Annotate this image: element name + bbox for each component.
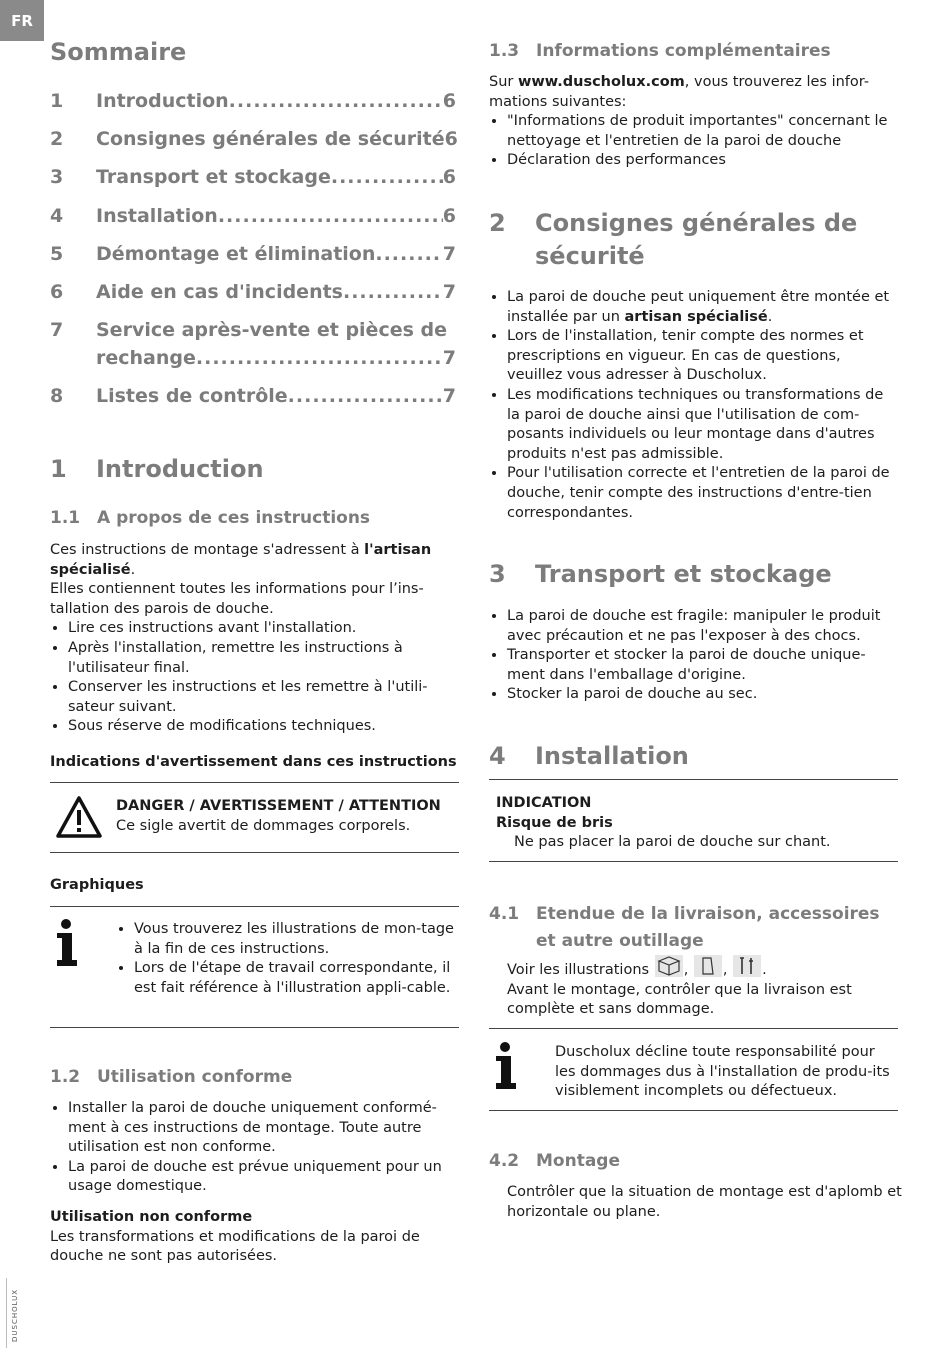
list-item: • "Informations de produit importantes" concernant le nettoyage et l'entretien de la paroi de douche — [507, 112, 894, 151]
list-item: • Lors de l'étape de travail correspondante, il est fait référence à l'illustration appli-cable. — [134, 959, 460, 998]
notice-text: Ne pas placer la paroi de douche sur chant. — [514, 834, 831, 851]
language-tab: FR — [0, 0, 44, 41]
divider — [50, 906, 459, 907]
divider — [50, 1027, 459, 1028]
illustrations-paragraph: Voir les illustrations , , . — [507, 955, 899, 981]
delivery-check-paragraph: Avant le montage, contrôler que la livraison est complète et sans dommage. — [507, 981, 852, 1018]
toc-entry[interactable] — [50, 385, 456, 413]
toc-entry[interactable] — [50, 281, 456, 309]
list-item: • La paroi de douche est prévue uniquement pour un usage domestique. — [68, 1158, 458, 1197]
transport-list — [489, 607, 901, 705]
divider — [50, 782, 459, 783]
liability-note: Duscholux décline toute responsabilité pour les dommages dus à l'installation de produ-its visiblement incomplets ou défectueux. — [555, 1044, 890, 1100]
list-item: • Transporter et stocker la paroi de douche unique-ment dans l'emballage d'origine. — [507, 646, 901, 685]
brand-text: DUSCHOLUX — [11, 1288, 19, 1342]
toc-label: Introduction — [96, 90, 229, 112]
warnings-subheading: Indications d'avertissement dans ces instructions — [50, 754, 457, 770]
website-link[interactable]: www.duscholux.com — [517, 74, 685, 90]
intended-use-list — [50, 1099, 458, 1197]
section-3-body — [489, 607, 901, 705]
section-2-body — [489, 288, 899, 523]
audience-paragraph: Ces instructions de montage s'adressent à l'artisan spécialisé. — [50, 542, 432, 578]
toc-entry[interactable] — [50, 243, 456, 271]
list-item: • Sous réserve de modifications techniques. — [68, 717, 455, 737]
website-paragraph: Sur www.duscholux.com, vous trouverez les infor-mations suivantes: — [489, 74, 870, 110]
toc-page: 7 — [442, 281, 456, 303]
list-item: • Après l'installation, remettre les instructions à l'utilisateur final. — [68, 639, 455, 678]
list-item: • Installer la paroi de douche uniquement conformé-ment à ces instructions de montage. Toute autre utilisation est non conforme. — [68, 1099, 458, 1158]
graphics-subheading: Graphiques — [50, 877, 144, 893]
info-icon — [493, 1042, 517, 1090]
toc-entry[interactable] — [50, 205, 456, 233]
list-item: • Conserver les instructions et les remettre à l'utili-sateur suivant. — [68, 678, 455, 717]
info-list — [489, 112, 894, 171]
toc-label: Listes de contrôle — [96, 385, 288, 407]
non-conform-text: Les transformations et modifications de la paroi de douche ne sont pas autorisées. — [50, 1228, 420, 1265]
warning-title: DANGER / AVERTISSEMENT / ATTENTION — [116, 798, 441, 814]
divider — [489, 861, 898, 862]
list-item: • Déclaration des performances — [507, 151, 894, 171]
bag-illustration-icon[interactable] — [694, 955, 722, 977]
warning-text: Ce sigle avertit de dommages corporels. — [116, 817, 411, 834]
non-conform-title: Utilisation non conforme — [50, 1208, 253, 1225]
toc-entry[interactable] — [50, 166, 456, 194]
list-item: • Pour l'utilisation correcte et l'entretien de la paroi de douche, tenir compte des instructions d'entre-tien correspondantes. — [507, 464, 899, 523]
toc-label: Transport et stockage — [96, 166, 331, 188]
toc-label: rechange — [96, 347, 196, 369]
list-item: • La paroi de douche peut uniquement être montée et installée par un artisan spécialisé. — [507, 288, 899, 327]
list-item: • Les modifications techniques ou transformations de la paroi de douche ainsi que l'utilisation de com-posants individuels ou leur montage dans d'autres produits n'est pas admissible. — [507, 386, 899, 464]
toc-entry[interactable] — [50, 319, 456, 381]
section-4-2-body: Contrôler que la situation de montage est d'aplomb et horizontale ou plane. — [507, 1184, 902, 1220]
notice-box — [496, 794, 896, 853]
section-4-1-body — [507, 955, 899, 1020]
info-icon — [54, 919, 78, 967]
list-item: • Stocker la paroi de douche au sec. — [507, 685, 901, 705]
divider — [489, 1028, 898, 1029]
list-item: • Vous trouverez les illustrations de mon-tage à la fin de ces instructions. — [134, 920, 460, 959]
safety-list — [489, 288, 899, 523]
divider — [50, 852, 459, 853]
notice-title: Risque de bris — [496, 814, 613, 831]
toc-page: 6 — [442, 166, 456, 188]
toc-entry[interactable] — [50, 128, 456, 156]
toc-number: 7 — [50, 319, 64, 341]
toc-label: Installation — [96, 205, 218, 227]
toc-page: 7 — [442, 347, 456, 369]
section-1-1-body — [50, 541, 455, 737]
list-item: • La paroi de douche est fragile: manipuler le produit avec précaution et ne pas l'exposer à des chocs. — [507, 607, 901, 646]
graphics-box — [116, 920, 460, 998]
toc-page: 7 — [442, 385, 456, 407]
notice-label: INDICATION — [496, 795, 592, 811]
toc-number: 4 — [50, 205, 64, 227]
tools-illustration-icon[interactable] — [733, 955, 761, 977]
divider — [489, 1110, 898, 1111]
brand-logo — [6, 1278, 25, 1348]
toc-label: Aide en cas d'incidents — [96, 281, 343, 303]
list-item: • Lire ces instructions avant l'installation. — [68, 619, 455, 639]
toc-label: Service après-vente et pièces de — [96, 319, 447, 341]
toc-number: 3 — [50, 166, 64, 188]
toc-page: 7 — [442, 243, 456, 265]
toc-number: 6 — [50, 281, 64, 303]
warning-triangle-icon — [55, 795, 103, 839]
instructions-list — [50, 619, 455, 737]
toc-label: Consignes générales de sécurité — [96, 128, 445, 150]
toc-page: 6 — [444, 128, 458, 150]
graphics-list — [116, 920, 460, 998]
toc-number: 2 — [50, 128, 64, 150]
toc-number: 8 — [50, 385, 64, 407]
divider — [489, 779, 898, 780]
toc-entry[interactable] — [50, 90, 456, 118]
toc-number: 5 — [50, 243, 64, 265]
section-1-2-body — [50, 1099, 458, 1267]
warning-box — [116, 797, 456, 836]
section-1-3-body — [489, 73, 894, 171]
toc-number: 1 — [50, 90, 64, 112]
box-illustration-icon[interactable] — [655, 955, 683, 977]
list-item: • Lors de l'installation, tenir compte des normes et prescriptions en vigueur. En cas de questions, veuillez vous adresser à Duscholux. — [507, 327, 899, 386]
toc-page: 6 — [442, 205, 456, 227]
toc-page: 6 — [442, 90, 456, 112]
sommaire-title: Sommaire — [50, 38, 187, 66]
content-paragraph: Elles contiennent toutes les informations pour l’ins-tallation des parois de douche. — [50, 581, 424, 617]
toc-label: Démontage et élimination — [96, 243, 376, 265]
